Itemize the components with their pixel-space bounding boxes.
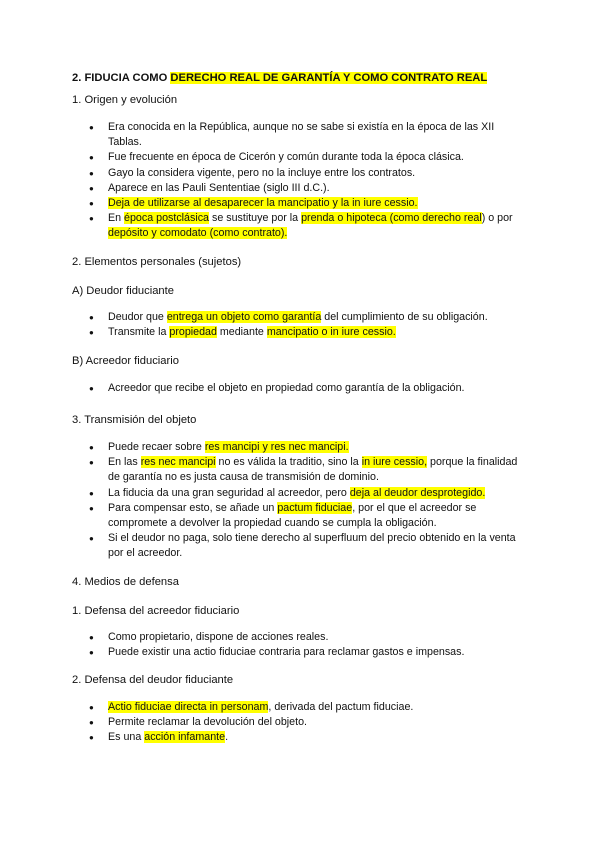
- item-text: , derivada del pactum fiduciae.: [268, 701, 414, 713]
- title-plain: 2. FIDUCIA COMO: [72, 72, 171, 84]
- list-item: [72, 486, 522, 501]
- highlighted-text: acción infamante: [144, 731, 226, 744]
- list-item: [72, 310, 522, 325]
- item-text: Fue frecuente en época de Cicerón y común durante toda la época clásica.: [108, 151, 464, 164]
- highlighted-text: entrega un objeto como garantía: [166, 311, 322, 323]
- heading-defensa-acreedor: 1. Defensa del acreedor fiduciario: [72, 605, 240, 617]
- item-text: ) o por: [481, 212, 513, 225]
- item-text: Gayo la considera vigente, pero no la incluye entre los contratos.: [108, 166, 416, 179]
- highlighted-text: Deja de utilizarse al desaparecer la mancipatio y la in iure cessio.: [108, 197, 418, 210]
- item-text: Puede recaer sobre: [108, 441, 205, 453]
- item-text: del cumplimiento de su obligación.: [321, 311, 488, 323]
- highlighted-text: deja al deudor desprotegido.: [349, 486, 486, 499]
- heading-deudor: A) Deudor fiduciante: [72, 285, 174, 297]
- item-text: Era conocida en la República, aunque no se sabe si existía en la época de las XII Tablas.: [108, 121, 495, 149]
- list-item: [72, 700, 522, 715]
- item-text: porque la finalidad de garantía no es justa causa de transmisión de dominio.: [108, 456, 518, 484]
- heading-acreedor: B) Acreedor fiduciario: [72, 355, 179, 367]
- list-deudor: [72, 310, 522, 340]
- list-item: [72, 715, 522, 730]
- item-text: Es una: [108, 731, 145, 744]
- list-transmision: [72, 440, 522, 562]
- item-text: Puede existir una actio fiduciae contraria para reclamar gastos e impensas.: [108, 646, 465, 659]
- highlighted-text: Actio fiduciae directa in personam: [108, 701, 269, 713]
- heading-origen: 1. Origen y evolución: [72, 94, 178, 106]
- list-item: [72, 501, 522, 531]
- list-item: [72, 630, 522, 645]
- highlighted-text: pactum fiduciae: [277, 501, 353, 514]
- highlighted-text: propiedad: [169, 326, 217, 339]
- list-item: [72, 645, 522, 660]
- item-text: Para compensar esto, se añade un: [108, 501, 278, 514]
- heading-defensa-deudor: 2. Defensa del deudor fiduciante: [72, 674, 234, 686]
- highlighted-text: res mancipi y res nec mancipi.: [204, 441, 349, 453]
- list-item: [72, 181, 522, 196]
- list-item: [72, 455, 522, 485]
- list-item: [72, 120, 522, 150]
- highlighted-text: mancipatio o in iure cessio.: [266, 326, 396, 339]
- item-text: .: [225, 731, 229, 744]
- document-title: [72, 72, 487, 84]
- heading-medios: 4. Medios de defensa: [72, 576, 179, 588]
- list-defensa-deudor: [72, 700, 522, 746]
- item-text: Permite reclamar la devolución del objeto.: [108, 716, 308, 729]
- highlighted-text: res nec mancipi: [140, 456, 216, 469]
- item-text: La fiducia da una gran seguridad al acreedor, pero: [108, 486, 350, 499]
- list-item: [72, 211, 522, 241]
- list-item: [72, 196, 522, 211]
- heading-elementos: 2. Elementos personales (sujetos): [72, 256, 242, 268]
- item-text: se sustituye por la: [209, 212, 302, 225]
- highlighted-text: depósito y comodato (como contrato).: [108, 227, 288, 240]
- list-item: [72, 166, 522, 181]
- highlighted-text: prenda o hipoteca (como derecho real: [301, 212, 482, 225]
- list-item: [72, 150, 522, 165]
- item-text: Si el deudor no paga, solo tiene derecho al superfluum del precio obtenido en la venta por el acreedor.: [108, 532, 516, 560]
- item-text: mediante: [216, 326, 267, 339]
- list-item: [72, 325, 522, 340]
- item-text: no es válida la traditio, sino la: [215, 456, 362, 469]
- item-text: Deudor que: [108, 311, 167, 323]
- item-text: Como propietario, dispone de acciones reales.: [108, 631, 329, 643]
- item-text: Acreedor que recibe el objeto en propiedad como garantía de la obligación.: [108, 382, 465, 394]
- item-text: En: [108, 212, 125, 225]
- item-text: , por el que el acreedor se compromete a devolver la propiedad cuando se cumpla la obligación.: [108, 501, 477, 530]
- item-text: En las: [108, 456, 141, 469]
- list-origen: [72, 120, 522, 242]
- list-defensa-acreedor: [72, 630, 522, 660]
- title-highlight: DERECHO REAL DE GARANTÍA Y COMO CONTRATO REAL: [170, 72, 488, 84]
- heading-transmision: 3. Transmisión del objeto: [72, 414, 197, 426]
- list-acreedor: [72, 381, 522, 396]
- list-item: [72, 440, 522, 455]
- list-item: [72, 381, 522, 396]
- highlighted-text: in iure cessio,: [361, 456, 428, 469]
- item-text: Aparece en las Pauli Sententiae (siglo III d.C.).: [108, 181, 330, 194]
- list-item: [72, 730, 522, 745]
- item-text: Transmite la: [108, 326, 170, 339]
- list-item: [72, 531, 522, 561]
- highlighted-text: época postclásica: [124, 212, 210, 225]
